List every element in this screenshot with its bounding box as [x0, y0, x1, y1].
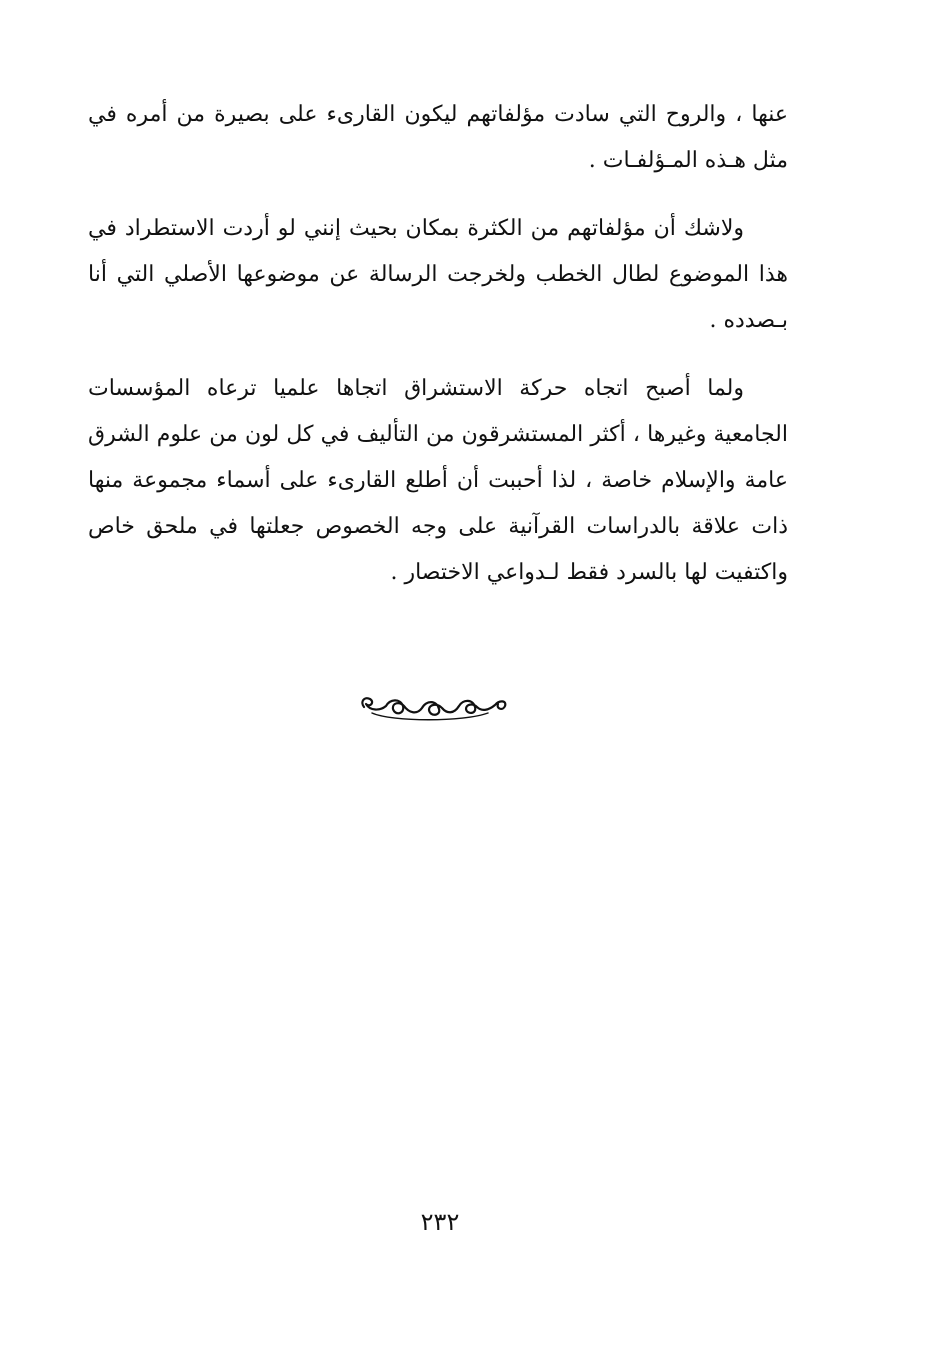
flourish-ornament-icon: [356, 686, 511, 730]
page-number: ٢٣٢: [420, 1208, 460, 1236]
paragraph-3: ولما أصبح اتجاه حركة الاستشراق اتجاها علميا ترعاه المؤسسات الجامعية وغيرها ، أكثر المستشرقون من التأليف في كل لون من علوم الشرق عامة والإسلام خاصة ، لذا أحببت أن أطلع القارىء على أسماء مجموعة منها ذات علاقة بالدراسات القرآنية على وجه الخصوص جعلتها في ملحق خاص واكتفيت لها بالسرد فقط لـدواعي الاختصار .: [88, 376, 788, 585]
paragraph-2: ولاشك أن مؤلفاتهم من الكثرة بمكان بحيث إنني لو أردت الاستطراد في هذا الموضوع لطال الخطب ولخرجت الرسالة عن موضوعها الأصلي التي أنا بـصدده .: [88, 216, 788, 333]
page-body-text: [88, 92, 788, 618]
paragraph-1: عنها ، والروح التي سادت مؤلفاتهم ليكون القارىء على بصيرة من أمره في مثل هـذه المـؤلفـات .: [88, 102, 788, 173]
